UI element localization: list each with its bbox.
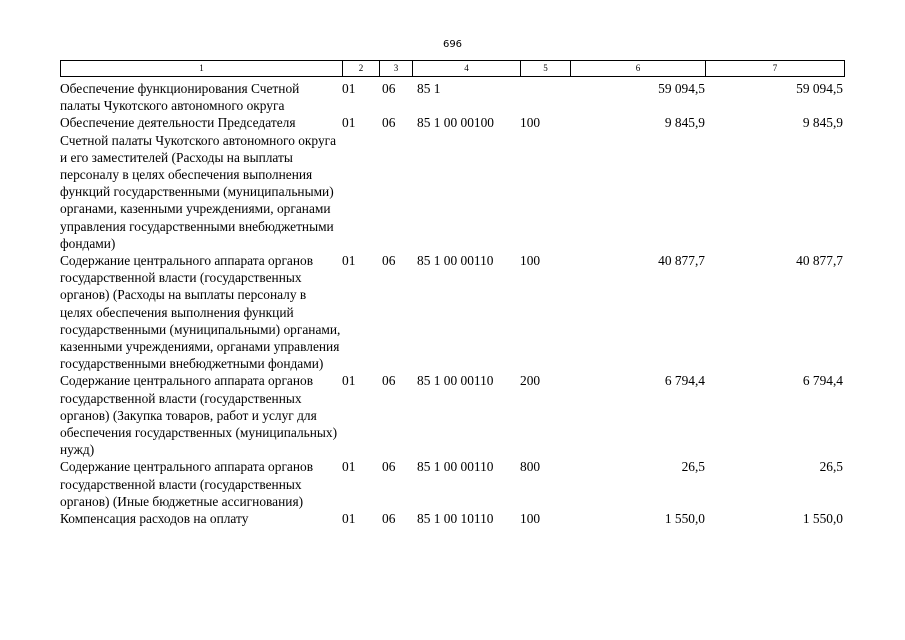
row-name: Обеспечение функционирования Счетной палаты Чукотского автономного округа [60,81,300,114]
row-section: 01 [342,459,356,475]
row-target-code: 85 1 00 00110 [417,253,494,269]
row-sum-col6: 26,5 [681,459,705,475]
row-subsection: 06 [382,81,396,96]
row-expense-type: 100 [520,511,541,527]
row-subsection: 06 [382,511,396,527]
row-sum-col6: 59 094,5 [658,81,705,96]
row-expense-type: 100 [520,253,541,269]
row-name: Содержание центрального аппарата органов государственной власти (государственных органов) (Иные бюджетные ассигнования) [60,459,314,509]
table-header [60,60,845,77]
row-subsection: 06 [382,459,396,475]
row-target-code: 85 1 00 10110 [417,511,494,527]
row-target-code: 85 1 [417,81,441,96]
row-section: 01 [342,373,356,389]
row-target-code: 85 1 00 00110 [417,459,494,475]
header-col-6: 6 [571,61,706,76]
row-name: Компенсация расходов на оплату [60,511,249,527]
row-section: 01 [342,511,356,527]
row-sum-col6: 6 794,4 [664,373,705,389]
header-col-5: 5 [521,61,571,76]
row-sum-col7: 40 877,7 [796,253,843,269]
row-section: 01 [342,115,356,131]
table-row [60,114,845,252]
table-row [60,252,845,372]
row-expense-type: 100 [520,115,541,131]
page-number: 696 [442,39,463,50]
header-col-1: 1 [61,61,343,76]
row-sum-col6: 40 877,7 [658,253,705,269]
row-name: Содержание центрального аппарата органов государственной власти (государственных органов) (Закупка товаров, работ и услуг для обеспечения государственных (муниципальных) нужд) [60,373,338,458]
table-body [60,80,845,527]
row-sum-col7: 6 794,4 [802,373,843,389]
row-subsection: 06 [382,253,396,269]
table-row [60,510,845,527]
table-row [60,372,845,458]
row-section: 01 [342,253,356,269]
row-sum-col7: 9 845,9 [802,115,843,131]
row-sum-col7: 59 094,5 [796,81,843,96]
row-section: 01 [342,81,356,96]
row-sum-col7: 26,5 [819,459,843,475]
row-target-code: 85 1 00 00110 [417,373,494,389]
row-sum-col6: 1 550,0 [664,511,705,527]
table-row [60,80,845,114]
row-expense-type: 200 [520,373,541,389]
row-name: Обеспечение деятельности Председателя Счетной палаты Чукотского автономного округа и его заместителей (Расходы на выплаты персоналу в целях обеспечения выполнения функций государственными (муниципальными) органами, казенными учреждениями, органами управления государственными внебюджетными фондами) [60,115,337,251]
header-col-2: 2 [343,61,380,76]
row-sum-col6: 9 845,9 [664,115,705,131]
header-col-7: 7 [772,63,778,73]
row-subsection: 06 [382,115,396,131]
table-row [60,458,845,510]
header-col-3: 3 [380,61,413,76]
row-name: Содержание центрального аппарата органов государственной власти (государственных органов) (Расходы на выплаты персоналу в целях обеспечения выполнения функций государственными (муниципальными) органами, казенными учреждениями, органами управления государственными внебюджетными фондами) [60,253,341,372]
row-target-code: 85 1 00 00100 [417,115,494,131]
row-subsection: 06 [382,373,396,389]
row-sum-col7: 1 550,0 [802,511,843,527]
header-col-4: 4 [413,61,521,76]
row-expense-type: 800 [520,459,541,475]
